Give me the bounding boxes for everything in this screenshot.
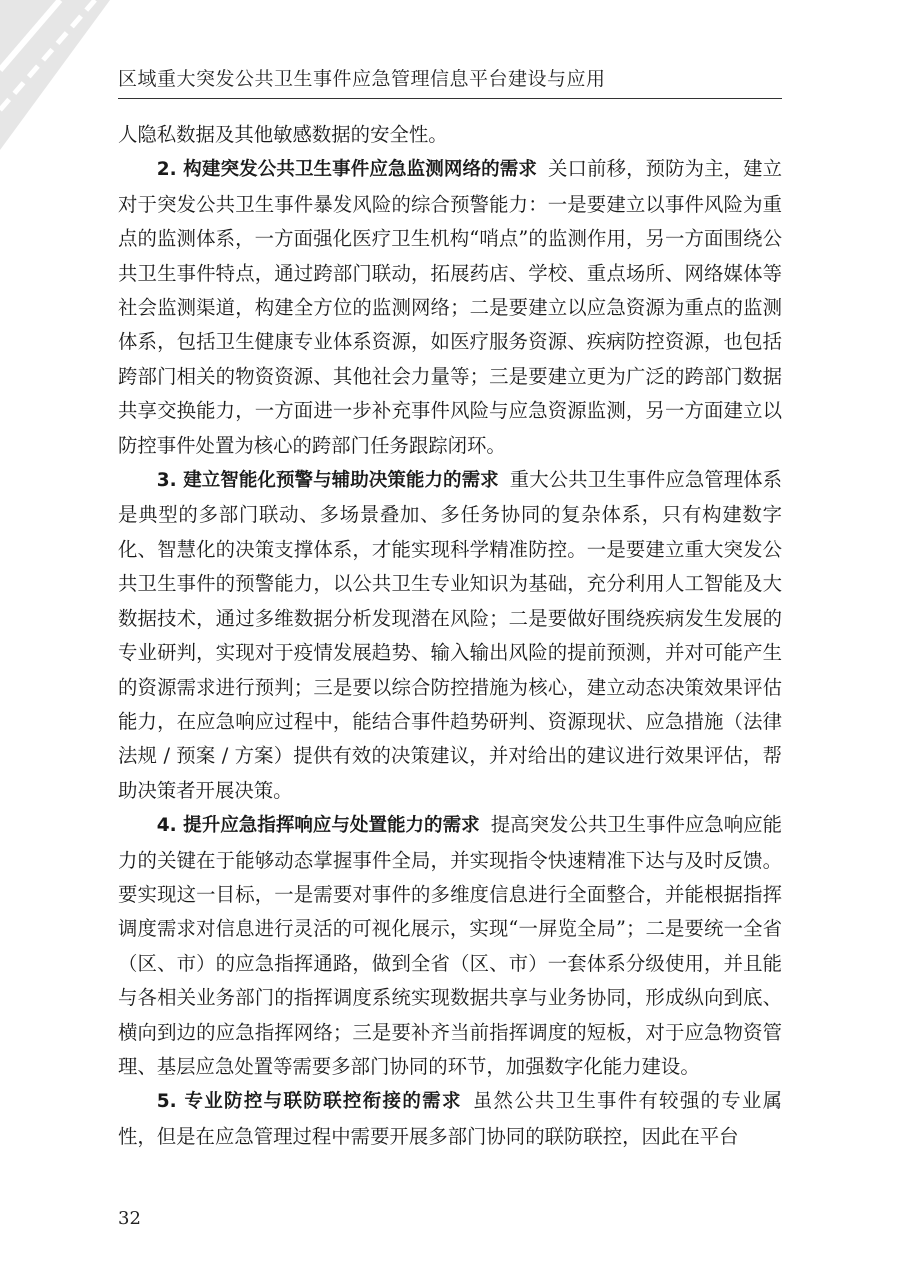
section-3-heading: 3. 建立智能化预警与辅助决策能力的需求	[156, 470, 499, 492]
running-title: 区域重大突发公共卫生事件应急管理信息平台建设与应用	[118, 68, 606, 90]
header-rule	[118, 98, 782, 99]
section-2-heading: 2. 构建突发公共卫生事件应急监测网络的需求	[156, 159, 537, 181]
page-number: 32	[118, 1208, 141, 1229]
corner-decoration	[0, 0, 130, 160]
section-5-paragraph	[118, 1084, 782, 1154]
section-2-paragraph	[118, 152, 782, 463]
section-5-heading: 5. 专业防控与联防联控衔接的需求	[156, 1091, 462, 1113]
body-text	[118, 118, 782, 1154]
section-4-text: 提高突发公共卫生事件应急响应能力的关键在于能够动态掌握事件全局，并实现指令快速精准下达与及时反馈。要实现这一目标，一是需要对事件的多维度信息进行全面整合，并能根据指挥调度需求对信息进行灵活的可视化展示，实现“一屏览全局”；二是要统一全省（区、市）的应急指挥通路，做到全省（区、市）一套体系分级使用，并且能与各相关业务部门的指挥调度系统实现数据共享与业务协同，形成纵向到底、横向到边的应急指挥网络；三是要补齐当前指挥调度的短板，对于应急物资管理、基层应急处置等需要多部门协同的环节，加强数字化能力建设。	[118, 813, 783, 1078]
section-4-paragraph	[118, 808, 782, 1084]
section-5-text: 虽然公共卫生事件有较强的专业属性，但是在应急管理过程中需要开展多部门协同的联防联控，因此在平台	[118, 1089, 783, 1148]
continuation-paragraph: 人隐私数据及其他敏感数据的安全性。	[118, 123, 448, 146]
section-3-text: 重大公共卫生事件应急管理体系是典型的多部门联动、多场景叠加、多任务协同的复杂体系，只有构建数字化、智慧化的决策支撑体系，才能实现科学精准防控。一是要建立重大突发公共卫生事件的预警能力，以公共卫生专业知识为基础，充分利用人工智能及大数据技术，通过多维数据分析发现潜在风险；二是要做好围绕疾病发生发展的专业研判，实现对于疫情发展趋势、输入输出风险的提前预测，并对可能产生的资源需求进行预判；三是要以综合防控措施为核心，建立动态决策效果评估能力，在应急响应过程中，能结合事件趋势研判、资源现状、应急措施（法律法规 / 预案 / 方案）提供有效的决策建议，并对给出的建议进行效果评估，帮助决策者开展决策。	[118, 468, 783, 802]
section-4-heading: 4. 提升应急指挥响应与处置能力的需求	[156, 815, 480, 837]
section-2-text: 关口前移，预防为主，建立对于突发公共卫生事件暴发风险的综合预警能力：一是要建立以事件风险为重点的监测体系，一方面强化医疗卫生机构“哨点”的监测作用，另一方面围绕公共卫生事件特点，通过跨部门联动，拓展药店、学校、重点场所、网络媒体等社会监测渠道，构建全方位的监测网络；二是要建立以应急资源为重点的监测体系，包括卫生健康专业体系资源，如医疗服务资源、疾病防控资源，也包括跨部门相关的物资资源、其他社会力量等；三是要建立更为广泛的跨部门数据共享交换能力，一方面进一步补充事件风险与应急资源监测，另一方面建立以防控事件处置为核心的跨部门任务跟踪闭环。	[118, 157, 783, 457]
section-3-paragraph	[118, 463, 782, 808]
